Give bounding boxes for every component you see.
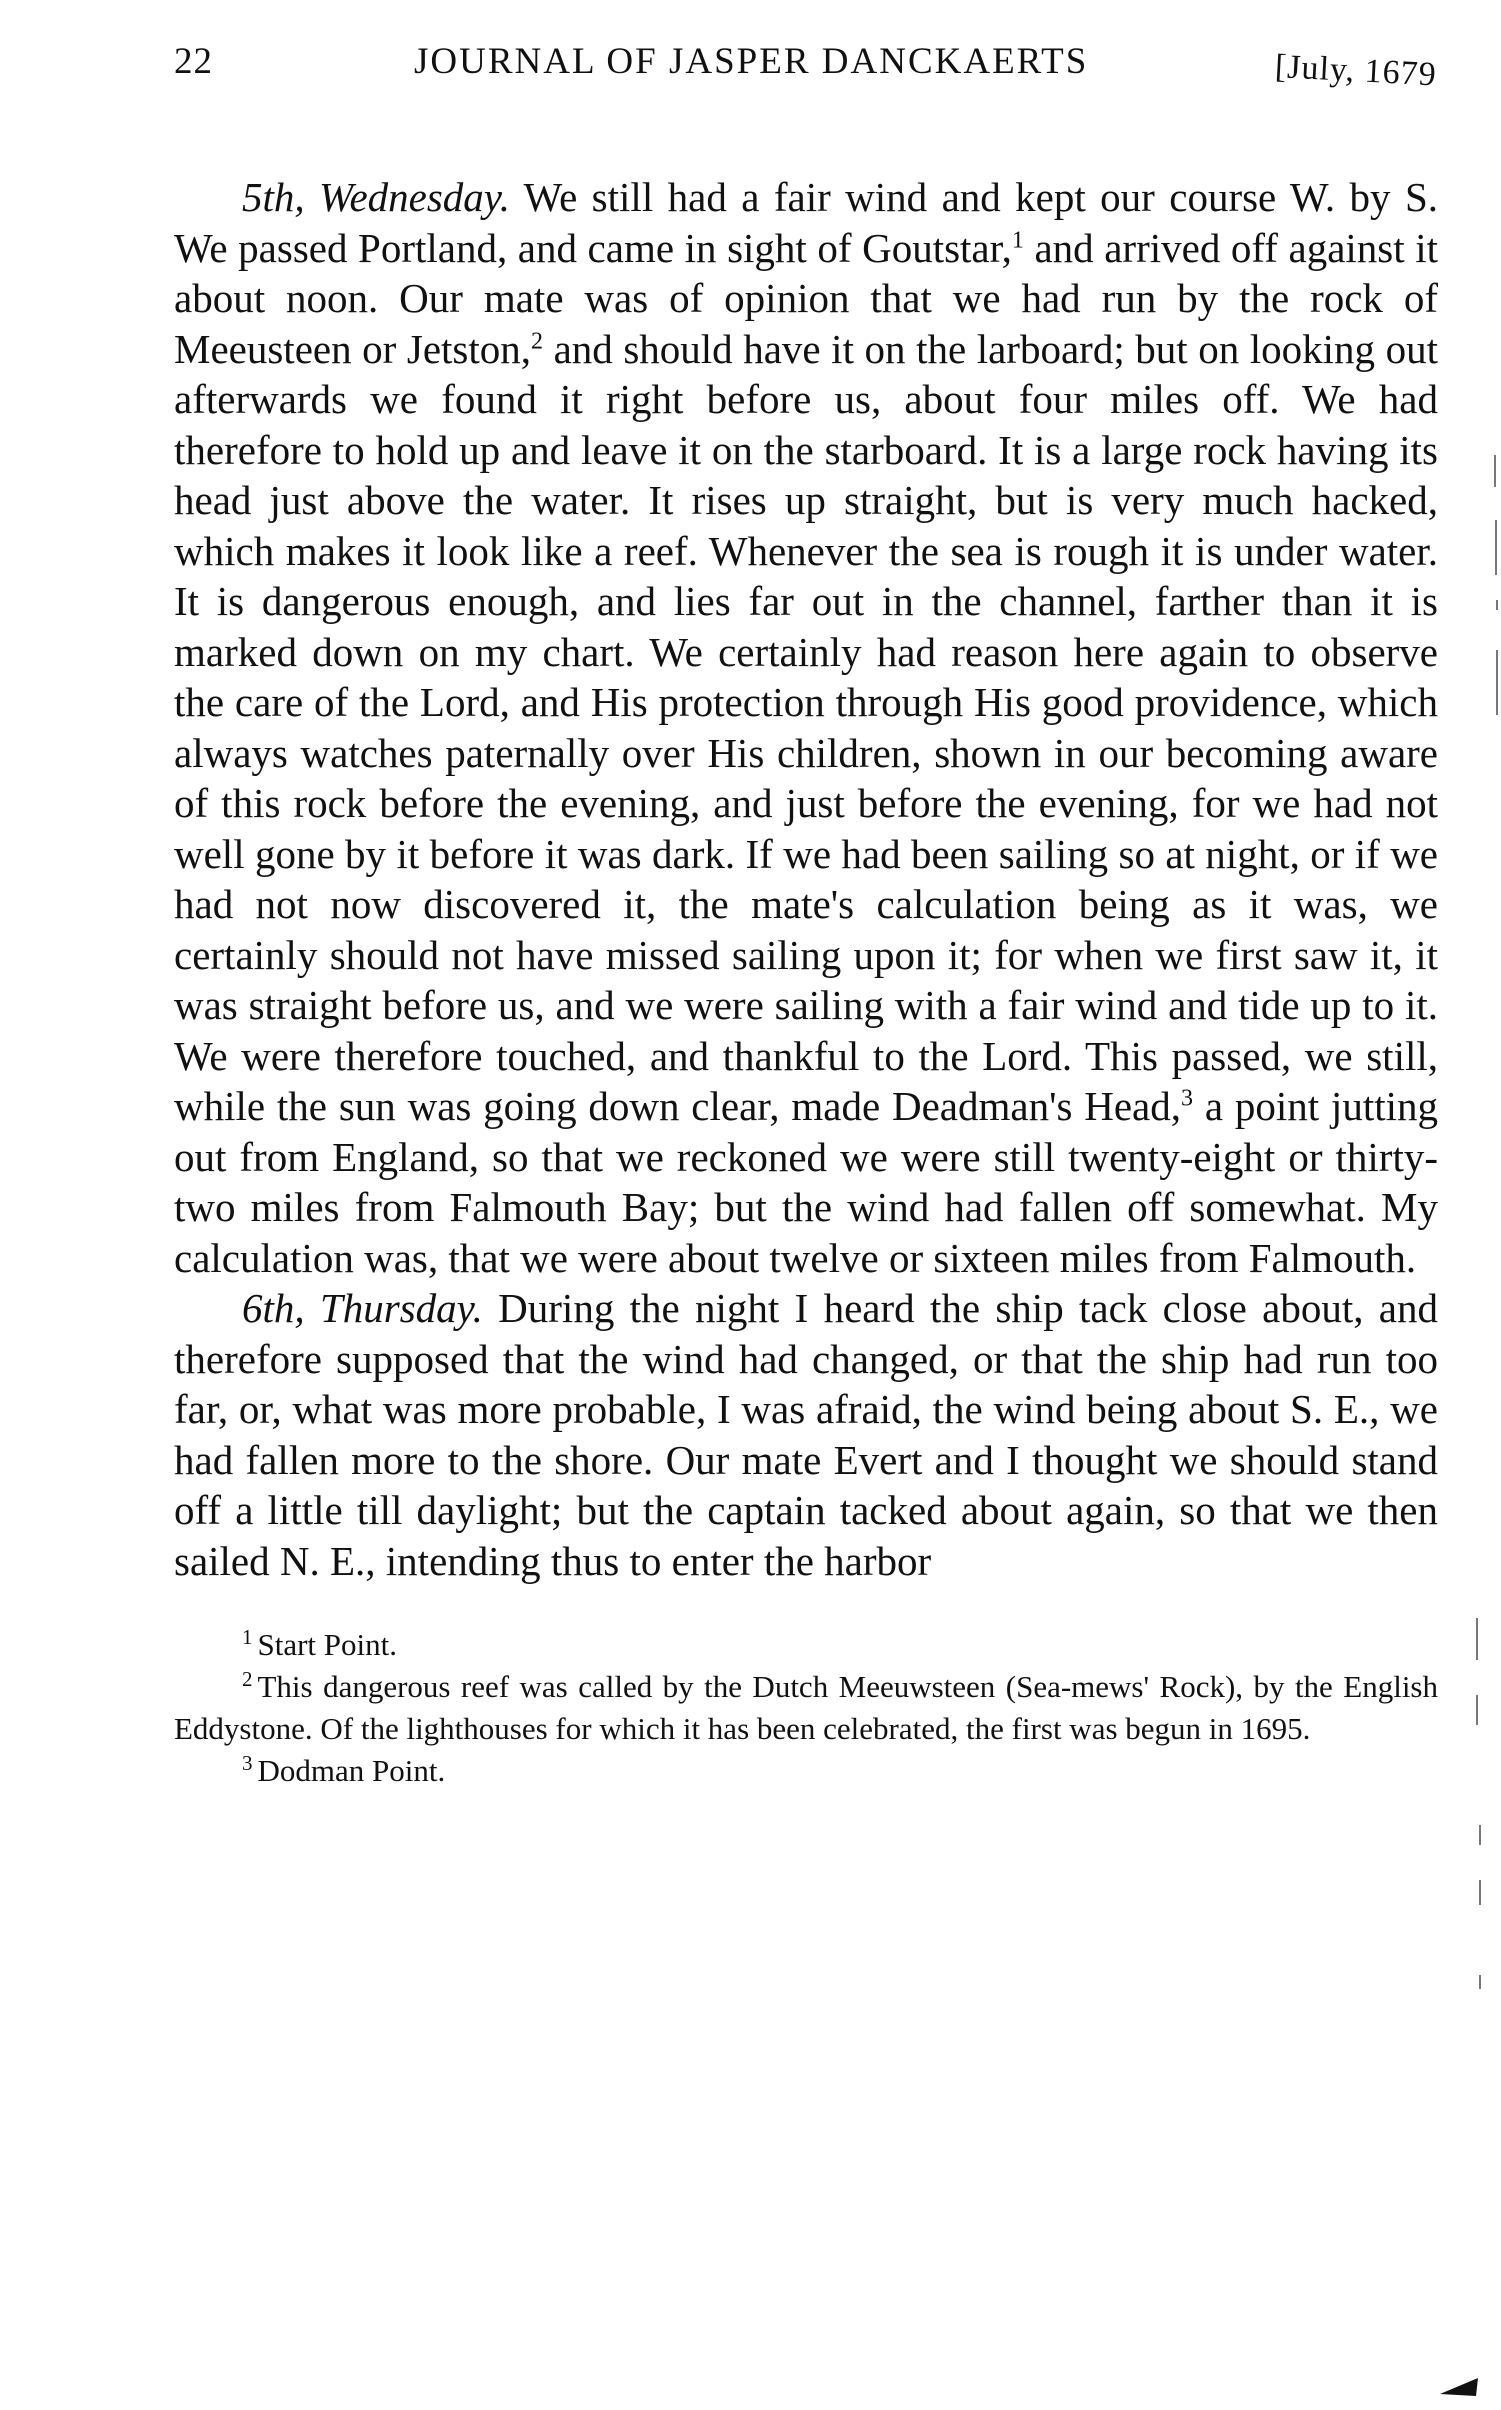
entry-text: During the night I heard the ship tack close about, and therefore supposed that the wind had changed, or that the ship had run too far, or, what was more probable, I was afraid, the wind being about S. E., we had fallen more to the shore. Our mate Evert and I thought we should stand off a little till daylight; but the captain tacked about again, so that we then sailed N. E., intending thus to enter the harbor <box>174 1285 1438 1584</box>
footnote-mark: 3 <box>242 1750 253 1775</box>
entry-text: a point jutting out from England, so that we reckoned we were still twenty-eight or thirty-two miles from Falmouth Bay; but the wind had fallen off somewhat. My calculation was, that we were about twelve or sixteen miles from Falmouth. <box>174 1083 1439 1281</box>
margin-scan-mark <box>1476 1695 1478 1725</box>
entry-text: and should have it on the larboard; but on looking out afterwards we found it right before us, about four miles off. We had therefore to hold up and leave it on the starboard. It is a large rock having its head just above the water. It rises up straight, but is very much hacked, which makes it look like a reef. Whenever the sea is rough it is under water. It is dangerous enough, and lies far out in the channel, farther than it is marked down on my chart. We certainly had reason here again to observe the care of the Lord, and His protection through His good providence, which always watches paternally over His children, shown in our becoming aware of this rock before the evening, and just before the evening, for we had not well gone by it before it was dark. If we had been sailing so at night, or if we had not now discovered it, the mate's calculation being as it was, we certainly should not have missed sailing upon it; for when we first saw it, it was straight before us, and we were sailing with a fair wind and tide up to it. We were therefore touched, and thankful to the Lord. This passed, we still, while the sun was going down clear, made Deadman's Head, <box>174 325 1438 1129</box>
journal-entry-thursday <box>174 1283 1438 1586</box>
book-page <box>174 40 1438 1792</box>
footnote-mark: 1 <box>242 1624 253 1649</box>
footnotes <box>174 1624 1438 1792</box>
footnote-text: Dodman Point. <box>257 1753 446 1788</box>
journal-title: JOURNAL OF JASPER DANCKAERTS <box>414 41 1089 82</box>
running-head-date: [July, 1679 <box>1274 48 1438 94</box>
margin-scan-mark <box>1479 1880 1481 1905</box>
entry-text: We still had a fair wind and kept our course W. by S. We passed Portland, and came in sight of Goutstar, <box>174 174 1438 271</box>
journal-entry-wednesday <box>174 172 1438 1283</box>
footnote-ref-1: 1 <box>1011 226 1024 253</box>
margin-scan-mark <box>1496 650 1498 715</box>
footnote-ref-2: 2 <box>531 327 544 354</box>
footnote-ref-3: 3 <box>1181 1085 1193 1112</box>
footnote <box>174 1750 1438 1792</box>
margin-scan-mark <box>1479 1975 1481 1989</box>
footnote-text: This dangerous reef was called by the Dutch Meeuwsteen (Sea-mews' Rock), by the English Eddystone. Of the lighthouses for which it has been celebrated, the first was begun in 1695. <box>174 1669 1438 1746</box>
journal-body <box>174 172 1438 1586</box>
margin-scan-mark <box>1495 520 1497 575</box>
margin-scan-mark <box>1479 1825 1481 1845</box>
running-head <box>174 40 1438 110</box>
footnote-text: Start Point. <box>257 1627 398 1662</box>
margin-scan-mark <box>1476 1618 1478 1660</box>
margin-scan-mark <box>1496 600 1498 610</box>
margin-scan-mark <box>1494 455 1496 487</box>
entry-date: 5th, Wednesday. <box>242 174 510 220</box>
footnote-mark: 2 <box>242 1666 253 1691</box>
footnote <box>174 1624 1438 1666</box>
entry-date: 6th, Thursday. <box>242 1285 483 1331</box>
corner-scan-mark <box>1440 2374 1480 2396</box>
entry-text: and arrived off against it about noon. Our mate was of opinion that we had run by the rock of Meeusteen or Jetston, <box>174 224 1439 372</box>
page-number: 22 <box>174 41 213 82</box>
footnote <box>174 1666 1438 1750</box>
